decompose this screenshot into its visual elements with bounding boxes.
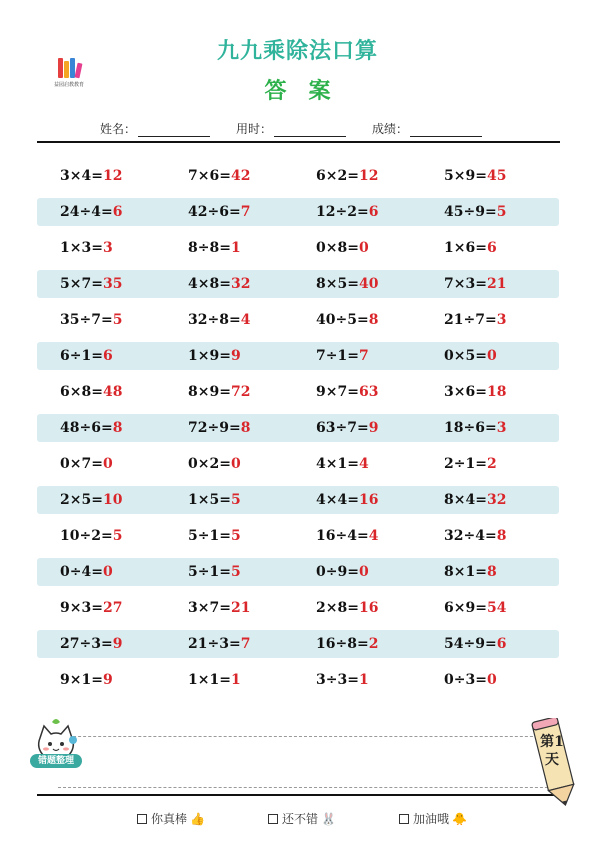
problem-question: 3×7= [188, 600, 231, 616]
problem-answer: 27 [102, 600, 123, 616]
problem-cell [293, 276, 421, 292]
problem-answer: 5 [112, 528, 123, 544]
problem-question: 8÷8= [188, 240, 231, 256]
problem-answer: 9 [102, 672, 113, 688]
problem-answer: 32 [230, 276, 251, 292]
problem-cell [293, 384, 421, 400]
problem-cell [165, 204, 293, 220]
time-field [236, 120, 346, 137]
problem-row [37, 198, 559, 226]
problem-answer: 8 [240, 420, 251, 436]
problem-cell [421, 168, 549, 184]
problem-cell [37, 420, 165, 436]
problem-row [37, 342, 559, 370]
problem-answer: 8 [486, 564, 497, 580]
problem-question: 40÷5= [316, 312, 369, 328]
problem-question: 1×5= [188, 492, 231, 508]
problem-answer: 0 [102, 564, 113, 580]
time-blank[interactable] [274, 124, 346, 137]
problem-question: 12÷2= [316, 204, 369, 220]
problem-answer: 0 [102, 456, 113, 472]
problem-cell [37, 384, 165, 400]
info-bar [100, 120, 508, 137]
problem-cell [293, 672, 421, 688]
problem-cell [293, 600, 421, 616]
problem-answer: 48 [102, 384, 123, 400]
page-title: 九九乘除法口算 [216, 39, 378, 64]
problem-answer: 21 [486, 276, 507, 292]
problem-question: 8×1= [444, 564, 487, 580]
problem-row [37, 590, 559, 626]
problem-question: 0×5= [444, 348, 487, 364]
problem-cell [165, 312, 293, 328]
problem-question: 1×9= [188, 348, 231, 364]
problem-answer: 6 [112, 204, 123, 220]
problem-cell [293, 636, 421, 652]
problem-row [37, 414, 559, 442]
problem-question: 2×8= [316, 600, 359, 616]
problem-answer: 7 [358, 348, 369, 364]
problem-cell [421, 636, 549, 652]
problem-cell [37, 204, 165, 220]
problem-answer: 6 [486, 240, 497, 256]
problem-answer: 12 [358, 168, 379, 184]
problem-row [37, 446, 559, 482]
problem-answer: 42 [230, 168, 251, 184]
problem-cell [37, 240, 165, 256]
problem-question: 1×3= [60, 240, 103, 256]
problem-cell [165, 276, 293, 292]
problem-cell [421, 240, 549, 256]
problem-cell [421, 456, 549, 472]
checkbox[interactable] [399, 814, 409, 824]
problem-cell [37, 456, 165, 472]
rating-label: 你真棒 [151, 812, 188, 826]
problem-cell [293, 420, 421, 436]
problem-cell [421, 348, 549, 364]
problem-cell [165, 492, 293, 508]
problem-question: 3×4= [60, 168, 103, 184]
problem-question: 35÷7= [60, 312, 113, 328]
problem-answer: 16 [358, 492, 379, 508]
problem-answer: 5 [112, 312, 123, 328]
problem-answer: 8 [496, 528, 507, 544]
problem-answer: 12 [102, 168, 123, 184]
problem-question: 16÷4= [316, 528, 369, 544]
problem-answer: 8 [368, 312, 379, 328]
divider-top [37, 141, 560, 143]
problem-answer: 1 [230, 240, 241, 256]
problem-question: 63÷7= [316, 420, 369, 436]
problem-cell [293, 528, 421, 544]
problem-answer: 7 [240, 204, 251, 220]
problem-question: 8×9= [188, 384, 231, 400]
problem-question: 1×6= [444, 240, 487, 256]
problem-row [37, 486, 559, 514]
problem-answer: 63 [358, 384, 379, 400]
problem-cell [421, 492, 549, 508]
problem-answer: 0 [358, 564, 369, 580]
problem-answer: 9 [112, 636, 123, 652]
problem-answer: 5 [230, 492, 241, 508]
checkbox[interactable] [137, 814, 147, 824]
problem-cell [293, 204, 421, 220]
problem-answer: 3 [496, 420, 507, 436]
problem-row [37, 230, 559, 266]
time-label: 用时： [236, 122, 273, 136]
problem-row [37, 158, 559, 194]
problem-answer: 45 [486, 168, 507, 184]
problem-answer: 3 [102, 240, 113, 256]
problem-question: 9×7= [316, 384, 359, 400]
problem-question: 0÷9= [316, 564, 359, 580]
problem-cell [37, 600, 165, 616]
problem-row [37, 302, 559, 338]
problem-answer: 4 [358, 456, 369, 472]
problem-answer: 0 [486, 672, 497, 688]
problem-answer: 0 [358, 240, 369, 256]
problem-answer: 5 [496, 204, 507, 220]
problem-answer: 6 [368, 204, 379, 220]
problem-question: 0×8= [316, 240, 359, 256]
rating-option-good[interactable] [268, 810, 336, 827]
problem-cell [165, 240, 293, 256]
rating-label: 还不错 [282, 812, 319, 826]
problem-cell [421, 564, 549, 580]
problem-answer: 0 [486, 348, 497, 364]
problem-row [37, 518, 559, 554]
problem-cell [293, 348, 421, 364]
problem-answer: 54 [486, 600, 507, 616]
problem-answer: 9 [368, 420, 379, 436]
problem-cell [421, 672, 549, 688]
problem-cell [165, 528, 293, 544]
problem-cell [37, 492, 165, 508]
problem-cell [293, 168, 421, 184]
problem-answer: 2 [486, 456, 497, 472]
problem-cell [37, 528, 165, 544]
problem-cell [165, 456, 293, 472]
name-blank[interactable] [138, 124, 210, 137]
self-rating [137, 810, 467, 827]
problem-answer: 1 [358, 672, 369, 688]
problem-answer: 6 [102, 348, 113, 364]
problem-cell [165, 384, 293, 400]
day-label: 第1天 [540, 734, 564, 768]
rating-option-try[interactable] [399, 810, 467, 827]
problem-question: 1×1= [188, 672, 231, 688]
problem-answer: 72 [230, 384, 251, 400]
page-subtitle: 答案 [264, 79, 353, 104]
problem-question: 4×1= [316, 456, 359, 472]
name-field [100, 120, 210, 137]
problem-cell [37, 636, 165, 652]
checkbox[interactable] [268, 814, 278, 824]
problem-question: 7×3= [444, 276, 487, 292]
problem-question: 21÷7= [444, 312, 497, 328]
problem-row [37, 270, 559, 298]
problem-answer: 32 [486, 492, 507, 508]
problem-question: 2÷1= [444, 456, 487, 472]
problem-row [37, 558, 559, 586]
problem-question: 6×2= [316, 168, 359, 184]
problem-answer: 0 [230, 456, 241, 472]
problem-question: 10÷2= [60, 528, 113, 544]
problem-row [37, 374, 559, 410]
problem-cell [165, 420, 293, 436]
chick-icon: 🐥 [452, 811, 467, 826]
problem-answer: 7 [240, 636, 251, 652]
problem-question: 45÷9= [444, 204, 497, 220]
problem-cell [37, 348, 165, 364]
problem-cell [293, 456, 421, 472]
problem-cell [165, 600, 293, 616]
problem-question: 7×6= [188, 168, 231, 184]
score-label: 成绩： [372, 122, 409, 136]
problem-answer: 4 [240, 312, 251, 328]
problem-question: 4×8= [188, 276, 231, 292]
problem-answer: 10 [102, 492, 123, 508]
problem-answer: 9 [230, 348, 241, 364]
problem-question: 5÷1= [188, 528, 231, 544]
problem-cell [165, 348, 293, 364]
problem-question: 0×7= [60, 456, 103, 472]
problem-question: 8×5= [316, 276, 359, 292]
problem-question: 18÷6= [444, 420, 497, 436]
problem-question: 6×8= [60, 384, 103, 400]
mistake-label: 错题整理 [30, 754, 82, 768]
problem-question: 8×4= [444, 492, 487, 508]
problem-question: 5×9= [444, 168, 487, 184]
problem-row [37, 662, 559, 698]
problem-answer: 18 [486, 384, 507, 400]
problem-cell [293, 492, 421, 508]
problem-cell [37, 276, 165, 292]
problem-cell [165, 636, 293, 652]
problem-cell [421, 600, 549, 616]
problem-answer: 40 [358, 276, 379, 292]
problem-answer: 4 [368, 528, 379, 544]
problem-question: 6÷1= [60, 348, 103, 364]
problem-cell [293, 312, 421, 328]
problem-cell [37, 168, 165, 184]
problem-question: 3÷3= [316, 672, 359, 688]
problem-question: 9×3= [60, 600, 103, 616]
problem-answer: 6 [496, 636, 507, 652]
problem-cell [421, 312, 549, 328]
problem-cell [421, 528, 549, 544]
problem-answer: 35 [102, 276, 123, 292]
mistake-area[interactable] [58, 736, 558, 788]
problem-cell [165, 672, 293, 688]
problem-answer: 1 [230, 672, 241, 688]
problem-question: 4×4= [316, 492, 359, 508]
bunny-icon: 🐰 [321, 811, 336, 826]
problem-cell [421, 276, 549, 292]
problem-question: 7÷1= [316, 348, 359, 364]
problem-question: 72÷9= [188, 420, 241, 436]
thumbs-up-icon: 👍 [190, 811, 205, 826]
problem-question: 0÷4= [60, 564, 103, 580]
problem-question: 32÷4= [444, 528, 497, 544]
problem-row [37, 630, 559, 658]
problem-question: 42÷6= [188, 204, 241, 220]
problem-cell [165, 564, 293, 580]
problem-cell [421, 420, 549, 436]
score-blank[interactable] [410, 124, 482, 137]
problem-cell [37, 312, 165, 328]
problem-answer: 3 [496, 312, 507, 328]
problem-question: 48÷6= [60, 420, 113, 436]
problem-answer: 21 [230, 600, 251, 616]
problem-cell [37, 672, 165, 688]
problem-question: 5×7= [60, 276, 103, 292]
score-field [372, 120, 482, 137]
rating-label: 加油哦 [413, 812, 450, 826]
problem-question: 21÷3= [188, 636, 241, 652]
problem-cell [37, 564, 165, 580]
problem-grid [37, 158, 559, 698]
problem-cell [421, 384, 549, 400]
problem-answer: 2 [368, 636, 379, 652]
problem-question: 9×1= [60, 672, 103, 688]
problem-question: 3×6= [444, 384, 487, 400]
problem-question: 16÷8= [316, 636, 369, 652]
problem-question: 0÷3= [444, 672, 487, 688]
problem-question: 0×2= [188, 456, 231, 472]
problem-question: 32÷8= [188, 312, 241, 328]
problem-cell [421, 204, 549, 220]
problem-answer: 5 [230, 564, 241, 580]
rating-option-great[interactable] [137, 810, 205, 827]
problem-question: 5÷1= [188, 564, 231, 580]
problem-answer: 16 [358, 600, 379, 616]
problem-cell [165, 168, 293, 184]
name-label: 姓名： [100, 122, 137, 136]
problem-question: 27÷3= [60, 636, 113, 652]
divider-bottom [37, 794, 560, 796]
problem-question: 54÷9= [444, 636, 497, 652]
problem-cell [293, 240, 421, 256]
problem-answer: 5 [230, 528, 241, 544]
problem-cell [293, 564, 421, 580]
logo-text: 益园启教教育 [53, 82, 84, 88]
problem-question: 2×5= [60, 492, 103, 508]
problem-question: 6×9= [444, 600, 487, 616]
problem-answer: 8 [112, 420, 123, 436]
problem-question: 24÷4= [60, 204, 113, 220]
